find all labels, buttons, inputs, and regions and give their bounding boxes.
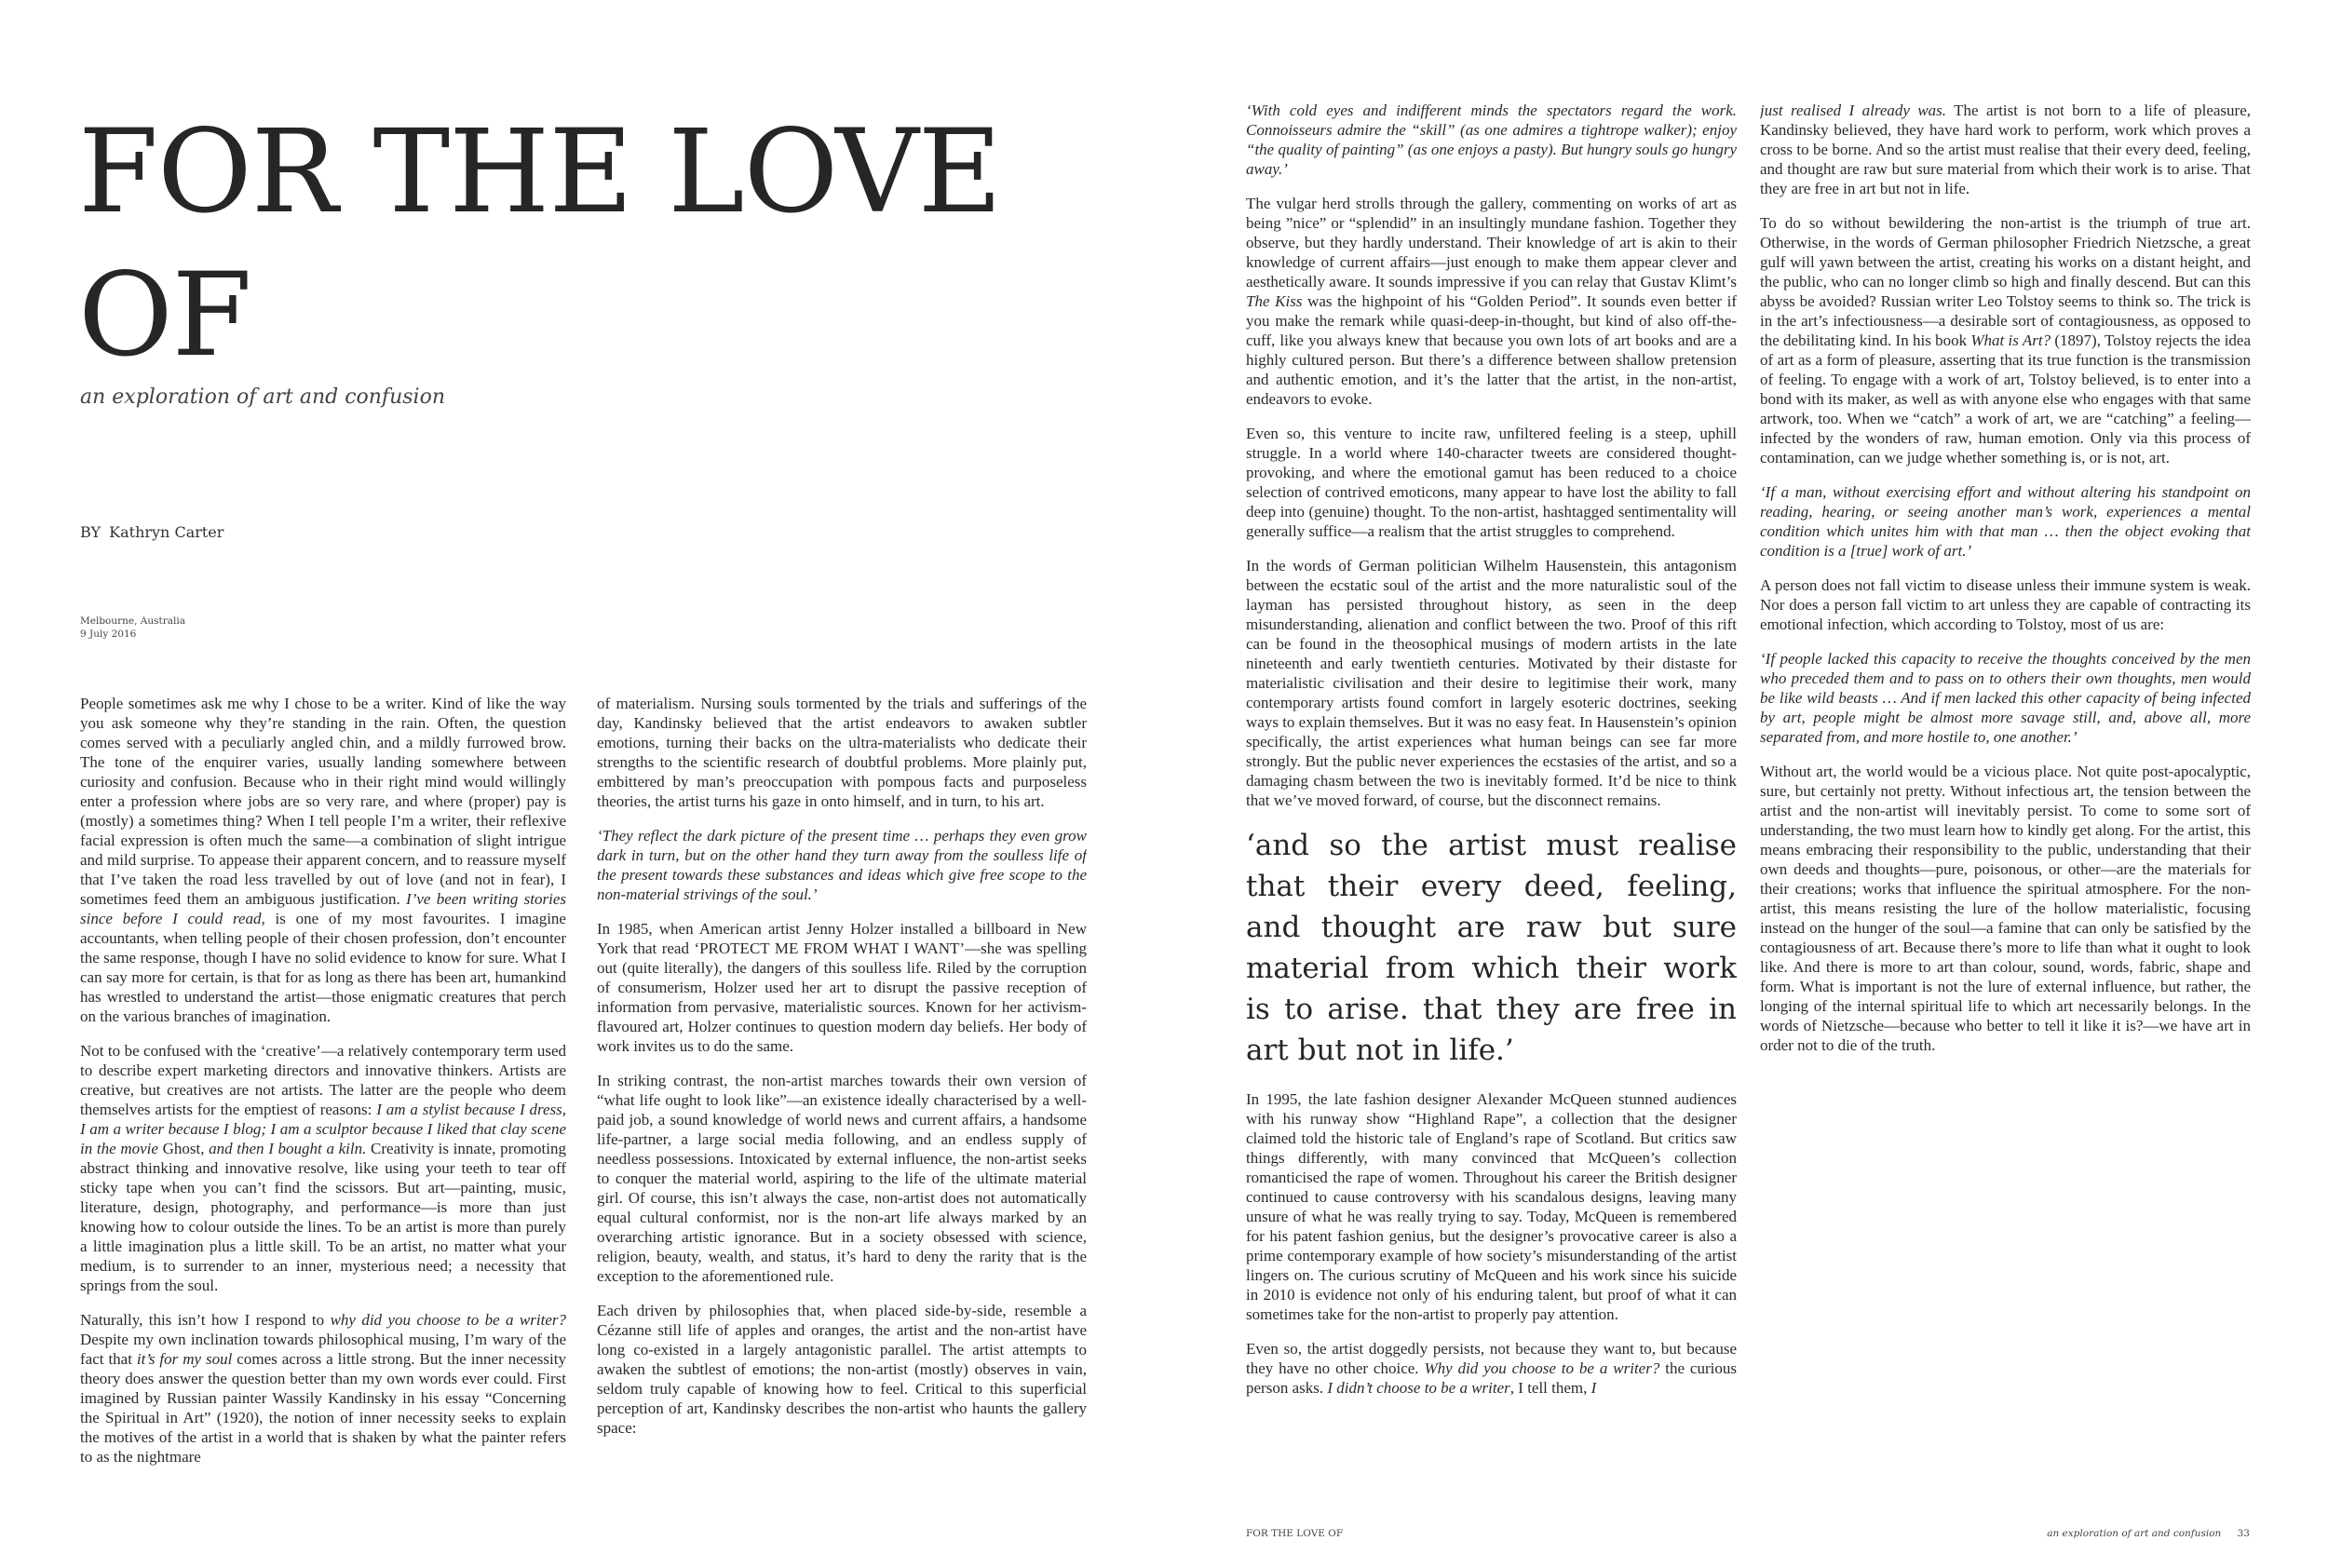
paragraph: In striking contrast, the non-artist marches towards their own version of “what life ought to look like”—an existence ideally characterised by a well-paid job, a sound knowledge of world news and current affairs, a handsome life-partner, a large social media following, and an endless supply of needless possessions. Intoxicated by external influence, the non-artist seeks to conquer the material world, aspiring to the life of the ultimate material girl. Of course, this isn’t always the case, non-artist does not automatically equal cultural conformist, nor is the non-art life always marked by an overarching artistic ignorance. But in a society obsessed with science, religion, beauty, wealth, and status, it’s hard to deny the rarity that is the exception to the aforementioned rule.: [597, 1072, 1087, 1285]
paragraph: Even so, the artist doggedly persists, not because they want to, but because they have no other choice. Why did you choose to be a writer? the curious person asks. I didn’t choose to be a writer, I tell them, I: [1246, 1340, 1737, 1397]
paragraph: Even so, this venture to incite raw, unfiltered feeling is a steep, uphill struggle. In a world where 140-character tweets are considered thought-provoking, and where the emotional gamut has been reduced to a choice selection of contrived emoticons, many appear to have lost the ability to fall deep into (genuine) thought. To the non-artist, hashtagged sentimentality will generally suffice—a realism that the artist struggles to comprehend.: [1246, 425, 1737, 540]
location: Melbourne, Australia: [80, 615, 186, 627]
text-column-4: [1760, 101, 2251, 1171]
pull-quote: ‘and so the artist must realise that their every deed, feeling, and thought are raw but sure material from which their work is to arise. that they are free in art but not in life.’: [1246, 829, 1737, 1067]
paragraph: In 1995, the late fashion designer Alexander McQueen stunned audiences with his runway show “Highland Rape”, a collection that the designer claimed told the historic tale of England’s rape of Scotland. But critics saw things differently, with many convinced that McQueen’s collection romanticised the rape of women. Throughout his career the British designer continued to cause controversy with his scandalous designs, leaving many unsure of what he was really trying to say. Today, McQueen is remembered for his patent fashion genius, but the designer’s provocative career is also a prime contemporary example of how society’s misunderstanding of the artist lingers on. The curious scrutiny of McQueen and his work since his suicide in 2010 is evidence not only of his enduring talent, but proof of what it can sometimes take for the non-artist to properly pay attention.: [1246, 1090, 1737, 1323]
paragraph: To do so without bewildering the non-artist is the triumph of true art. Otherwise, in the words of German philosopher Friedrich Nietzsche, a great gulf will yawn between the artist, creating his works on a distant height, and the public, who can no longer climb so high and finally descend. But can this abyss be avoided? Russian writer Leo Tolstoy seems to think so. The trick is in the art’s infectiousness—a desirable sort of contagiousness, as opposed to the debilitating kind. In his book What is Art? (1897), Tolstoy rejects the idea of art as a form of pleasure, asserting that its true function is the transmission of feeling. To engage with a work of art, Tolstoy believed, is to enter into a bond with its maker, as well as with anyone else who engages with that same artwork, too. When we “catch” a work of art, we are “catching” a feeling—infected by the wonders of raw, human emotion. Only via this process of contamination, can we judge whether something is, or is not, art.: [1760, 214, 2251, 466]
article-subtitle: an exploration of art and confusion: [80, 385, 445, 409]
text-column-1: [80, 694, 566, 1494]
paragraph: People sometimes ask me why I chose to be a writer. Kind of like the way you ask someone why they’re standing in the rain. Often, the question comes served with a peculiarly angled chin, and a mildly furrowed brow. The tone of the enquirer varies, usually landing somewhere between curiosity and confusion. Because who in their right mind would willingly enter a profession where jobs are so very rare, and where (proper) pay is (mostly) a sometimes thing? When I tell people I’m a writer, their reflexive facial expression is often much the same—a combination of slight intrigue and mild surprise. To appease their apparent concern, and to reassure myself that I’ve taken the road less travelled by out of love (and not in fear), I sometimes feed them an ambiguous justification. I’ve been writing stories since before I could read, is one of my most favourites. I imagine accountants, when telling people of their chosen profession, don’t encounter the same response, though I have no solid evidence to know for sure. What I can say more for certain, is that for as long as there has been art, humankind has wrestled to understand the artist—those enigmatic creatures that perch on the various branches of imagination.: [80, 695, 566, 1025]
text-column-3: [1246, 101, 1737, 1488]
paragraph: In 1985, when American artist Jenny Holzer installed a billboard in New York that read ‘PROTECT ME FROM WHAT I WANT’—she was spelling out (quite literally), the dangers of this soulless life. Riled by the corruption of consumerism, Holzer used her art to disrupt the passive reception of information from pervasive, materialistic sources. Known for her activism-flavoured art, Holzer continues to question modern day beliefs. Her body of work invites us to do the same.: [597, 920, 1087, 1055]
title-line-2: OF: [78, 249, 251, 383]
paragraph: Without art, the world would be a vicious place. Not quite post-apocalyptic, sure, but certainly not pretty. Without infectious art, the tension between the artist and the non-artist will inevitably persist. To come to some sort of understanding, the two must learn how to kindly get along. For the artist, this means embracing their responsibility to the public, understanding that their own deeds and thoughts—pure, poisonous, or other—are the materials for their creations; works that influence the spiritual atmosphere. For the non-artist, this means resisting the lure of the hollow materialistic, focusing instead on the hunger of the soul—a famine that can only be satisfied by the contagiousness of art. Because there’s more to life than what it ought to look like. And there is more to art than colour, sound, words, fabric, shape and form. What is important is not the lure of external influence, but rather, the longing of the internal spiritual life to which art necessarily belongs. In the words of Nietzsche—because who better to tell it like it is?—we have art in order not to die of the truth.: [1760, 763, 2251, 1054]
publish-date: 9 July 2016: [80, 629, 137, 640]
paragraph: just realised I already was. The artist is not born to a life of pleasure, Kandinsky believed, they have hard work to perform, work which proves a cross to be borne. And so the artist must realise that their every deed, feeling, and thought are raw but sure material from which their work is to arise. That they are free in art but not in life.: [1760, 101, 2251, 197]
byline: [80, 523, 223, 541]
byline-prefix: BY: [80, 523, 102, 541]
author-name: Kathryn Carter: [109, 523, 224, 541]
paragraph: of materialism. Nursing souls tormented by the trials and sufferings of the day, Kandinsky believed that the artist endeavors to awaken subtler emotions, turning their backs on the ultra-materialists who dedicate their strengths to the scientific research of doubtful problems. More plainly put, embittered by man’s preoccupation with pompous facts and purposeless theories, the artist turns his gaze in onto himself, and in turn, to his art.: [597, 695, 1087, 810]
paragraph: Not to be confused with the ‘creative’—a relatively contemporary term used to describe expert marketing directors and innovative thinkers. Artists are creative, but creatives are not artists. The latter are the people who deem themselves artists for the emptiest of reasons: I am a stylist because I dress, I am a writer because I blog; I am a sculptor because I liked that clay scene in the movie Ghost, and then I bought a kiln. Creativity is innate, promoting abstract thinking and innovative resolve, like using your teeth to tear off sticky tape when you can’t find the scissors. But art—painting, music, literature, design, photography, and performance—is more than just knowing how to colour outside the lines. To be an artist is more than purely a little imagination plus a little skill. To be an artist, no matter what your medium, is to surrender to an inner, mysterious need; a necessity that springs from the soul.: [80, 1042, 566, 1294]
running-footer-title: FOR THE LOVE OF: [1246, 1528, 1344, 1539]
block-quote: ‘With cold eyes and indifferent minds the spectators regard the work. Connoisseurs admire the “skill” (as one admires a tightrope walker); enjoy “the quality of painting” (as one enjoys a pasty). But hungry souls go hungry away.’: [1246, 101, 1737, 178]
article-title: [78, 101, 1009, 387]
paragraph: In the words of German politician Wilhelm Hausenstein, this antagonism between the ecstatic soul of the artist and the more naturalistic soul of the layman has persisted throughout history, as seen in the deep misunderstanding, alienation and conflict between the two. Proof of this rift can be found in the theosophical musings of modern artists in the late nineteenth and early twentieth centuries. Motivated by their distaste for materialistic civilisation and their desire to legitimise their work, many contemporary artists found comfort in largely esoteric doctrines, seeking ways to explain themselves. But it was no easy feat. In Hausenstein’s opinion specifically, the artist experiences what human beings can see far more strongly. But the public never experiences the ecstasies of the artist, and so a damaging chasm between the two is inevitably formed. It’d be nice to think that we’ve moved forward, of course, but the disconnect remains.: [1246, 557, 1737, 809]
paragraph: Each driven by philosophies that, when placed side-by-side, resemble a Cézanne still life of apples and oranges, the artist and the non-artist have long co-existed in a largely antagonistic parallel. The artist attempts to awaken the subtlest of emotions; the non-artist (mostly) observes in vain, seldom truly capable of knowing how to feel. Critical to this superficial perception of art, Kandinsky describes the non-artist who haunts the gallery space:: [597, 1302, 1087, 1437]
paragraph: The vulgar herd strolls through the gallery, commenting on works of art as being ”nice” or “splendid” in an insultingly mundane fashion. Together they observe, but they hardly understand. Their knowledge of art is akin to their knowledge of current affairs—just enough to make them appear clever and aesthetically aware. It sounds impressive if you can relay that Gustav Klimt’s The Kiss was the highpoint of his “Golden Period”. It sounds even better if you make the remark while quasi-deep-in-thought, but kind of also off-the-cuff, like you always knew that because you own lots of art books and are a highly cultured person. But there’s a difference between shallow pretension and authentic emotion, and it’s the latter that the artist, in the non-artist, endeavors to evoke.: [1246, 195, 1737, 408]
title-line-1: FOR THE LOVE: [78, 105, 1002, 239]
running-footer-subtitle: an exploration of art and confusion: [2047, 1528, 2222, 1539]
running-footer: [2047, 1528, 2250, 1539]
text-column-2: [597, 694, 1087, 1494]
dateline: [80, 615, 185, 641]
paragraph: A person does not fall victim to disease unless their immune system is weak. Nor does a person fall victim to art unless they are capable of contracting its emotional infection, which according to Tolstoy, most of us are:: [1760, 576, 2251, 633]
paragraph: Naturally, this isn’t how I respond to why did you choose to be a writer? Despite my own inclination towards philosophical musing, I’m wary of the fact that it’s for my soul comes across a little strong. But the inner necessity theory does answer the question better than my own words ever could. First imagined by Russian painter Wassily Kandinsky in his essay “Concerning the Spiritual in Art” (1920), the notion of inner necessity seeks to explain the motives of the artist in a world that is shaken by what the painter refers to as the nightmare: [80, 1311, 566, 1466]
block-quote: ‘They reflect the dark picture of the present time … perhaps they even grow dark in turn, but on the other hand they turn away from the soulless life of the present towards these substances and ideas which give free scope to the non-material strivings of the soul.’: [597, 827, 1087, 903]
block-quote: ‘If a man, without exercising effort and without altering his standpoint on reading, hearing, or seeing another man’s work, experiences a mental condition which unites him with that man … then the object evoking that condition is a [true] work of art.’: [1760, 483, 2251, 560]
block-quote: ‘If people lacked this capacity to receive the thoughts conceived by the men who preceded them and to pass on to others their own thoughts, men would be like wild beasts … And if men lacked this other capacity of being infected by art, people might be almost more savage still, and, above all, more separated from, and more hostile to, one another.’: [1760, 650, 2251, 746]
page-number: 33: [2237, 1528, 2250, 1539]
